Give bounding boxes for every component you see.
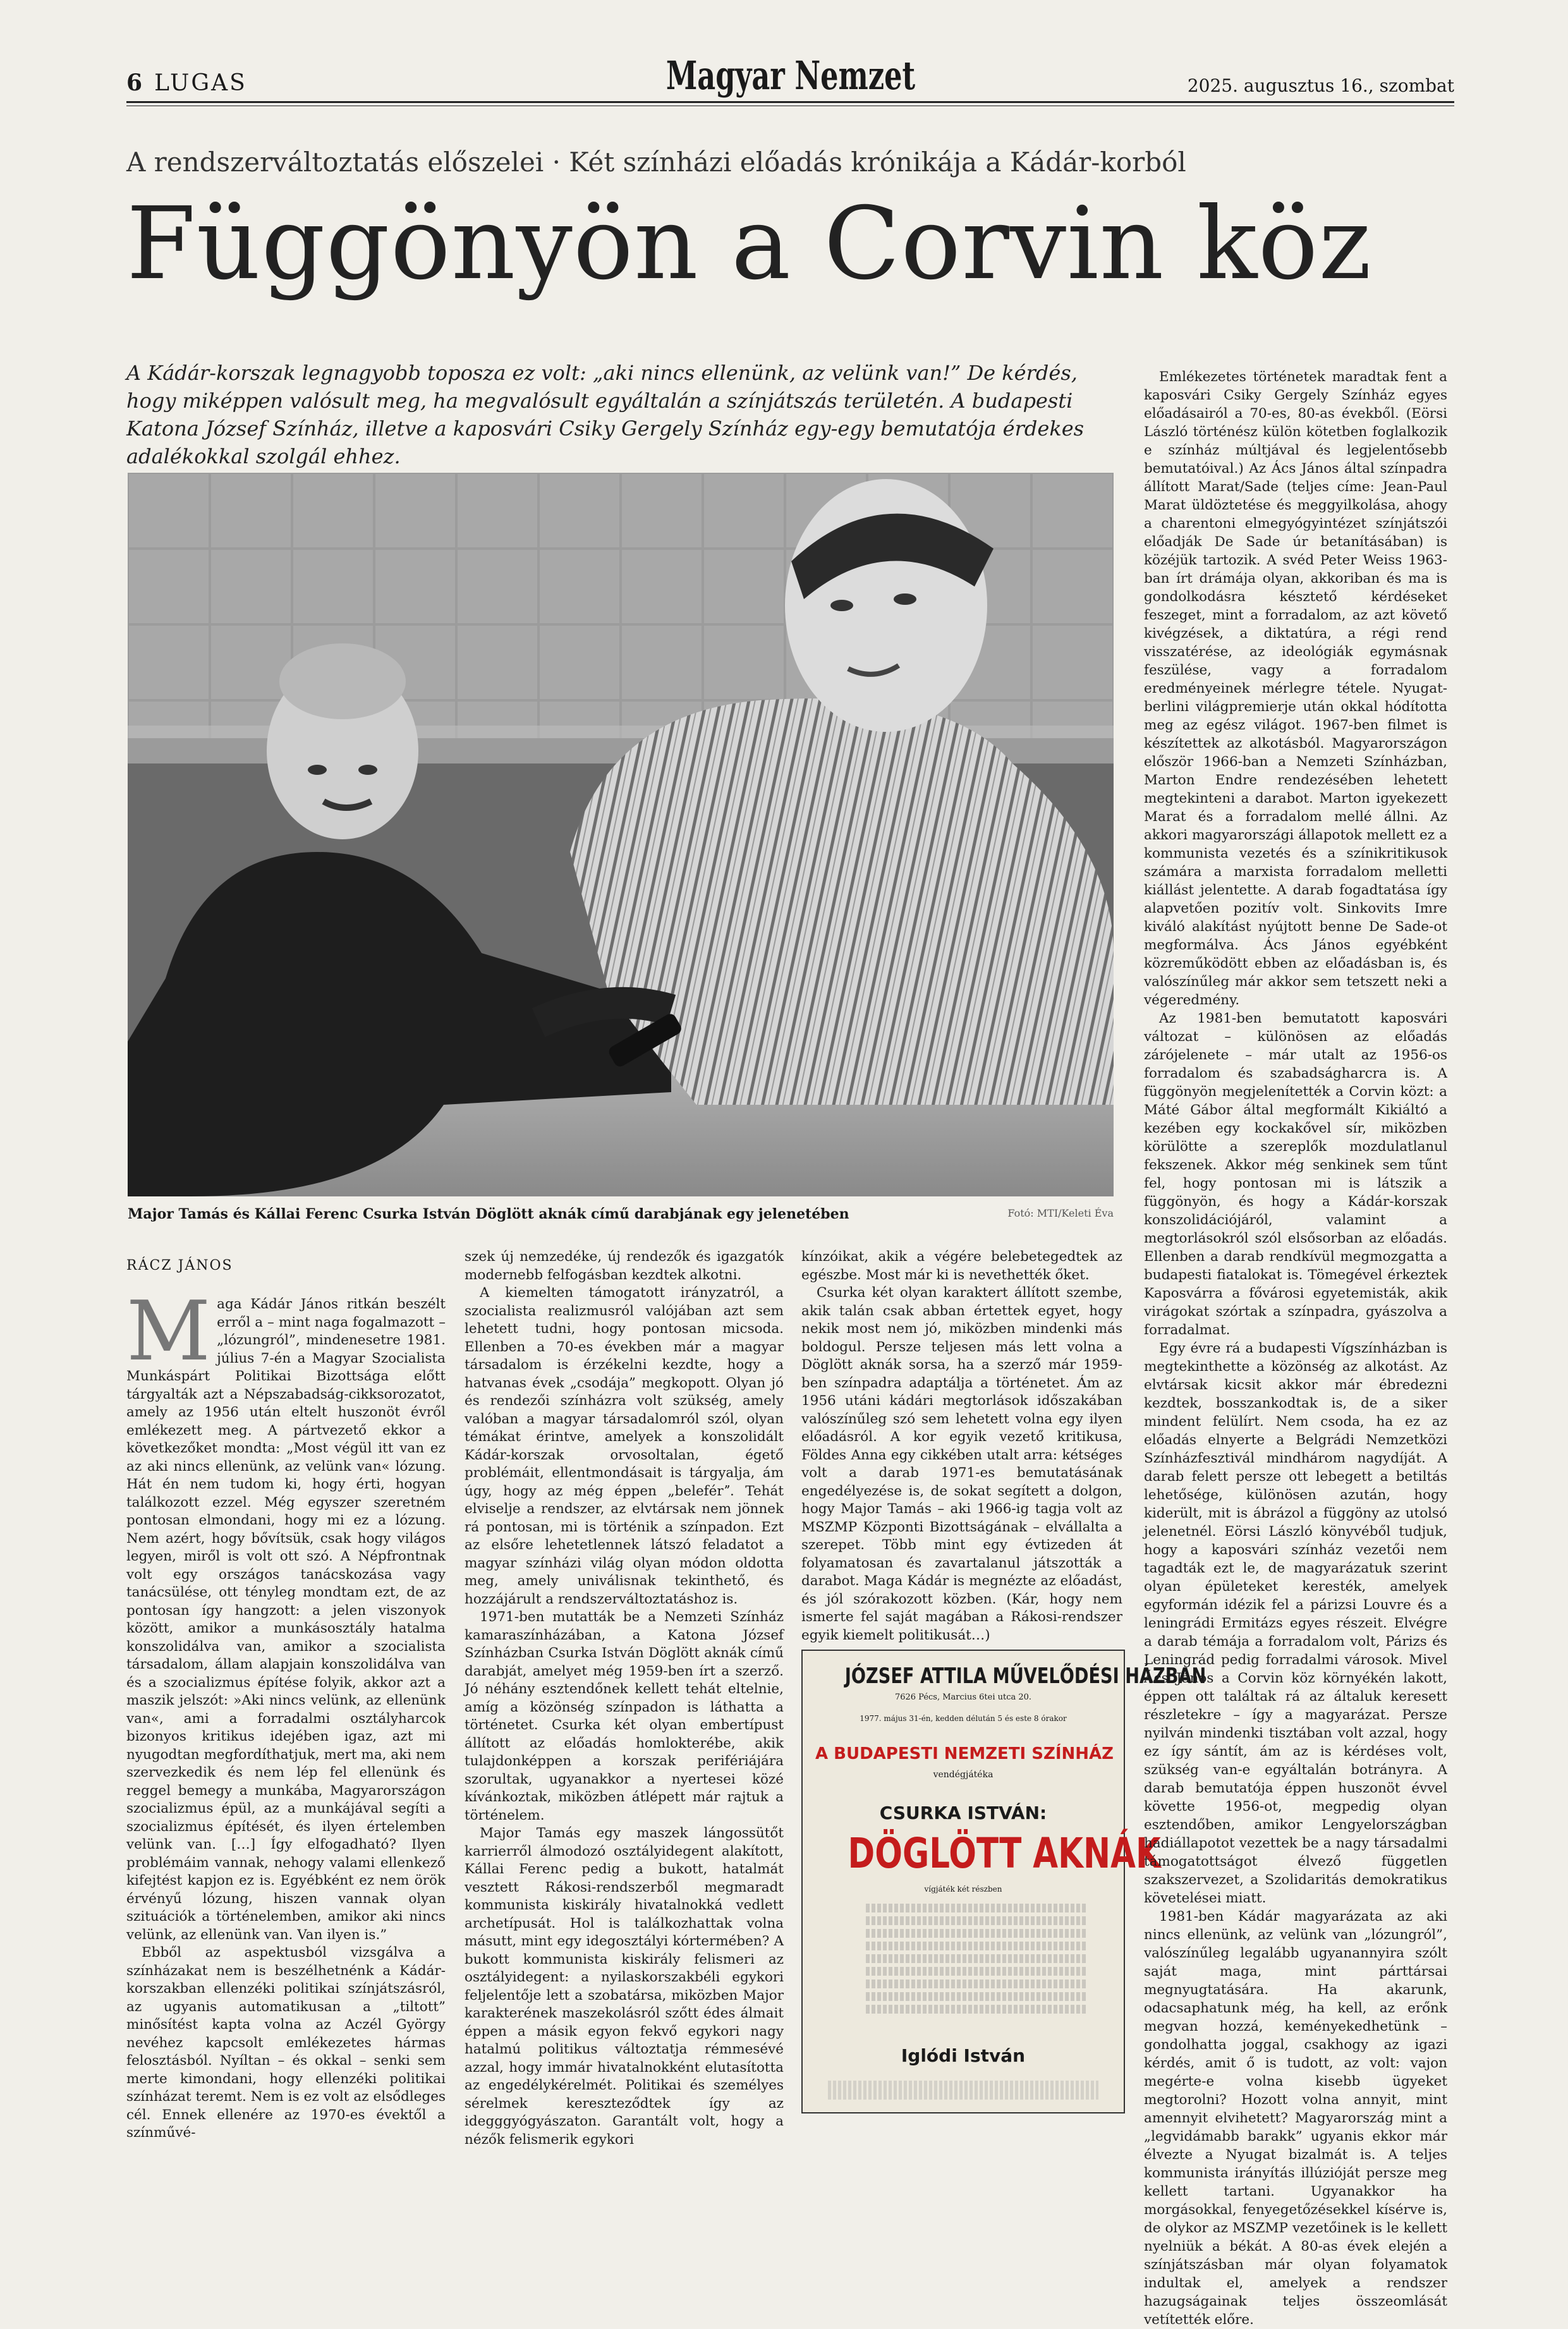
column-3 [801,1248,1122,1643]
right-column [1144,368,1447,2328]
caption-text: Major Tamás és Kállai Ferenc Csurka István Döglött aknák című darabjának egy jelenetében [128,1206,849,1222]
col2-paragraph: 1971-ben mutatták be a Nemzeti Színház kamaraszínházában, a Katona József Színházban Csurka István Döglött aknák című darabját, amelyet még 1959-ben írt a szerző. Jó néhány esztendőnek kellett tehát eltelnie, amíg a közönség színpadon is láthatta a történetet. Csurka két olyan embertípust állított az előadás homlokterébe, akik tulajdonképpen a korszak perifériájára szorultak, ugyanakkor a nyertesei közé kívánkoztak, miközben átlépett már rajtuk a történelem. [465,1609,784,1823]
right-paragraph: Egy évre rá a budapesti Vígszínházban is megtekinthette a közönség az alkotást. Az elvtársak kicsit akkor már ébredezni kezdtek, bosszankodtak is, de a siker mindent felülírt. Nem csoda, ha ez az előadás elnyerte a Belgrádi Nemzetközi Színházfesztivál mindhárom nagydíját. A darab felett persze ott lebegett a betiltás lehetősége, különösen azután, hogy kiderült, mit is ábrázol a függöny az utolsó jelenetnél. Eörsi László könyvéből tudjuk, hogy a kaposvári színház vezetői nem tagadták ezt le, de magyarázatuk szerint olyan épületeket keresték, amelyek egyformán idézik fel a párizsi Louvre és a leningrádi Ermitázs egyes részeit. Elvégre a darab témája a forradalom volt, Párizs és Leningrád pedig forradalmi városok. Mivel Ács János a Corvin köz környékén lakott, éppen ott találtak rá az általuk keresett részletekre – így a magyarázat. Persze nyilván mindenki tisztában volt azzal, hogy ez így sántít, ám az is kérdéses volt, szükség van-e egyáltalán botrányra. A darab bemutatója éppen huszonöt évvel követte 1956-ot, megpedig olyan esztendőben, amikor Lengyelországban hadiállapotot vezettek be a nagy társadalmi támogatottságot élvező független szakszervezet, a Szolidaritás demokratikus követelései miatt. [1144,1341,1447,1906]
photo-illustration [128,473,1114,1196]
right-paragraph: Az 1981-ben bemutatott kaposvári változat – különösen az előadás zárójelenete – már utalt az 1956-os forradalom és szabadságharcra is. A függönyön megjelenítették a Corvin közt: a Máté Gábor által megformált Kikiáltó a kezében egy kockakővel sír, miközben körülötte a szereplők mozdulatlanul fekszenek. Akkor még senkinek sem tűnt fel, hogy pontosan mi is látszik a függönyön, és hogy a Kádár-korszak konszolidációjáról, valamint a megtorlásokról szól elsősorban az előadás. Ellenben a darab rendkívül megmozgatta a budapesti fiatalokat is. Tömegével érkeztek Kaposvárra a fővárosi egyetemisták, akik virágokat szórtak a színpadra, gyászolva a forradalmat. [1144,1011,1447,1338]
poster-date: 1977. május 31-én, kedden délután 5 és este 8 órakor [860,1714,1067,1723]
page-header [126,52,1454,102]
col2-paragraph: Major Tamás egy maszek lángossütőt karrierről álmodozó osztályidegent alakított, Kállai Ferenc pedig a bukott, hatalmát vesztett Rákosi-rendszerből megmaradt kommunista kiskirály hivatalnokká vedlett archetípusát. Hol is találkozhattak volna másutt, mint egy idegosztályi kórtermében? A bukott kommunista kiskirály felismeri az osztályidegent: a nyilaskorszakbéli egykori feljelentője lett a szobatársa, miközben Major karakterének maszekolásról szőtt édes álmait éppen a másik egyon fekvő egykori nagy hatalmú politikus változtatja rémmesévé azzal, hogy immár hivatalnokként elutasította az engedélykérelmét. Politikai és személyes sérelmek kereszteződtek így az idegggyógyászaton. Garantált volt, hogy a nézők felismerik egykori [465,1825,784,2148]
col3-paragraph: kínzóikat, akik a végére belebetegedtek az egészbe. Most már ki is nevethették őket. [801,1249,1122,1283]
article-photo [128,473,1114,1196]
photo-credit: Fotó: MTI/Keleti Éva [1007,1207,1114,1219]
dropcap: M [126,1283,211,1379]
header-rule [126,101,1454,103]
poster-subtitle: vígjáték két részben [924,1885,1002,1894]
right-paragraph: 1981-ben Kádár magyarázata az aki nincs ellenünk, az velünk van „lózungról”, valószínűleg legalább ugyanannyira szólt saját maga, mint párttársai megnyugtatására. Ha akarunk, odacsaphatunk még, ha kell, az erőnk megvan hozzá, keményekedhetünk – gondolhatta joggal, csakhogy az igazi kérdés, amit ő is tudott, az volt: vajon megérte-e volna kisebb ügyeket megtorolni? Hozott volna annyit, mint amennyit elvihetett? Magyarország mint a „legvidámabb barakk” ugyanis ekkor már élvezte a Nyugat bizalmát is. A teljes kommunista irányítás illúzióját persze meg kellett tartani. Ugyanakkor ha morgásokkal, fenyegetőzésekkel kísérve is, de olykor az MSZMP vezetőinek is le kellett nyelniük a békát. A 80-as évek elején a színjátszásban már olyan folyamatok indultak el, amelyek a rendszer hazugságainak teljes összeomlását vetítették előre. [1144,1909,1447,2328]
issue-date: 2025. augusztus 16., szombat [1187,75,1454,96]
column-2 [465,1248,784,2148]
poster-play-title: DÖGLÖTT AKNÁK [848,1829,1161,1878]
article-lead: A Kádár-korszak legnagyobb toposza ez volt: „aki nincs ellenünk, az velünk van!” De kérdés, hogy miképpen valósult meg, ha megvalósult egyáltalán a színjátszás területén. A budapesti Katona József Színház, illetve a kaposvári Csiky Gergely Színház egy-egy bemutatója érdekes adalékokkal szolgál ehhez. [126,361,1085,468]
poster-company: A BUDAPESTI NEMZETI SZÍNHÁZ [815,1744,1114,1763]
right-paragraph: Emlékezetes történetek maradtak fent a kaposvári Csiky Gergely Színház egyes előadásairól a 70-es, 80-as évekből. (Eörsi László történész külön kötetben foglalkozik e színház múltjával és legjelentősebb bemutatóival.) Az Ács János által színpadra állított Marat/Sade (teljes címe: Jean-Paul Marat üldöztetése és meggyilkolása, ahogy a charentoni elmegyógyintézet színjátszói előadják De Sade úr betanításában) is közéjük tartozik. A svéd Peter Weiss 1963-ban írt drámája olyan, akkoriban és ma is gondolkodásra késztető kérdéseket feszeget, mint a forradalom, az azt követő kivégzések, a diktatúra, a régi rend visszatérése, az ideológiák egymásnak feszülése, vagy a forradalom eredményeinek mérlegre tétele. Nyugat-berlini világpremierje után okkal hódította meg az egész világot. 1967-ben filmet is készítettek az alkotásból. Magyarországon először 1966-ban a Nemzeti Színházban, Marton Endre rendezésében lehetett megtekinteni a darabot. Marton igyekezett Marat és a forradalom mellé állni. Az akkori magyarországi állapotok mellett ez a kommunista vezetés és a színikritikusok számára a marxista forradalom melletti kiállást jelentette. A darab fogadtatása így alapvetően pozitív volt. Sinkovits Imre kiváló alakítást nyújtott benne De Sade-ot megformálva. Ács János egyébként közreműködött ebben az előadásban is, és valószínűleg már akkor sem tetszett neki a végeredmény. [1144,369,1447,1008]
poster-venue: JÓZSEF ATTILA MŰVELŐDÉSI HÁZBAN [844,1663,1206,1689]
byline: RÁCZ JÁNOS [126,1258,233,1274]
column-1 [126,1283,446,2143]
poster-author: CSURKA ISTVÁN: [879,1803,1047,1823]
section-name: LUGAS [154,70,247,96]
page-number: 6 [126,70,145,96]
poster-cast-list [866,1904,1086,2030]
poster-address: 7626 Pécs, Marcius 6tei utca 20. [894,1693,1032,1702]
col1-paragraph: aga Kádár János ritkán beszélt erről a – mint naga fogalmazott – „lózungról”, mindenesetre 1981. július 7-én a Magyar Szocialista Munkáspárt Politikai Bizottsága előtt tárgyalták azt a Népszabadság-cikksorozatot, amely az 1956 után eltelt huszonöt évről emlékezett meg. A pártvezető ekkor a következőket mondta: „Most végül itt van ez az aki nincs ellenünk, az velünk van« lózung. Hát én nem tudom ki, hogy érti, hogyan találkozott ezzel. Még egyszer szeretném pontosan elmondani, hogy mi ez a lózung. Nem azért, hogy bővítsük, csak hogy világos legyen, miről is volt ott szó. A Népfrontnak volt egy országos tanácskozása vagy tanácsülése, ott tényleg mondtam ezt, de az pontosan így hangzott: a jelen viszonyok között, amikor a munkásosztály hatalma konszolidálva van, amikor a szocialista társadalom, állam alapjain konszolidálva van és a szocializmus építése folyik, akkor azt a maszik jelszót: »Aki nincs velünk, az ellenünk van«, ami a forradalmi osztályharcok bizonyos kritikus idejében igaz, azt mi nyugodtan megfordíthatjuk, mert ma, aki nem szervezkedik és nem lép fel ellenünk és reggel bemegy a munkába, Magyarországon szocializmus épül, az a munkájával segíti a szocializmus építését, és ilyen értelemben velünk van. […] Így elfogadható? Ilyen problémáim vannak, nehogy valami ellenkező kifejtést kapjon ez is. Egyébként ez nem örök érvényű lózung, hiszen vannak olyan szituációk a történelemben, amikor aki nincs velünk, az ellenünk van. Van ilyen is.” [126,1296,446,1943]
col1-paragraph: Ebből az aspektusból vizsgálva a színházakat nem is beszélhetnénk a Kádár-korszakban ellenzéki politikai színjátszásról, az ugyanis automatikusan a „tiltott” minősítést kapta volna az Aczél György nevéhez kapcsolt emlékezetes hármas felosztásból. Nyíltan – és okkal – senki sem merte kimondani, hogy ellenzéki politikai színházat teremt. Nem is ez volt az elsődleges cél. Ennek ellenére az 1970-es évektől a színművé- [126,1945,446,2141]
col3-paragraph: Csurka két olyan karaktert állított szembe, akik talán csak abban értettek egyet, hogy nekik most nem jó, miközben mindenki más boldogul. Persze teljesen más lett volna a Döglött aknák sorsa, ha a szerző már 1959-ben színpadra adaptálja a történetet. Ám az 1956 utáni kádári megtorlások időszakában valószínűleg szó sem lehetett volna egy ilyen előadásról. A kor egyik vezető kritikusa, Földes Anna egy cikkében utalt arra: kétséges volt a darab 1971-es bemutatásának engedélyezése is, de sokat segített a dolgon, hogy Major Tamás – aki 1966-ig tagja volt az MSZMP Központi Bizottságának – elvállalta a szerepet. Több mint egy évtizeden át folyamatosan és zavartalanul játszották a darabot. Maga Kádár is megnézte az előadást, és jól szórakozott közben. (Kár, hogy nem ismerte fel saját magában a Rákosi-rendszer egyik kiemelt politikusát…) [801,1285,1122,1643]
poster-guest: vendégjátéka [933,1770,994,1780]
poster-director: Iglódi István [901,2045,1026,2066]
poster-fineprint [828,2081,1098,2100]
col2-paragraph: szek új nemzedéke, új rendezők és igazgatók modernebb felfogásban kezdtek alkotni. [465,1249,784,1283]
article-kicker: A rendszerváltoztatás előszelei · Két színházi előadás krónikája a Kádár-korból [126,147,1186,178]
photo-caption [128,1206,1114,1222]
theatre-poster [801,1650,1206,2113]
masthead: Magyar Nemzet [665,52,915,99]
article-title: Függönyön a Corvin köz [126,186,1372,302]
section-label [126,70,247,96]
col2-paragraph: A kiemelten támogatott irányzatról, a szocialista realizmusról valójában azt sem lehetett tudni, hogy pontosan micsoda. Ellenben a 70-es években már a magyar társadalom is érzékelni kezdte, hogy a hatvanas évek „csodája” megkopott. Olyan jó és rendezői színházra volt szükség, amely valóban a magyar társadalomról szól, olyan témákat érintve, amelyek a konszolidált Kádár-korszak orvosoltalan, égető problémáit, ellentmondásait is tárgyalja, ám úgy, hogy az még éppen „beleférˮ. Tehát elviselje a rendszer, az elvtársak nem jönnek rá pontosan, mi is történik a színpadon. Ezt az elsőre lehetetlennek látszó feladatot a magyar színházi világ olyan módon oldotta meg, amely univálisnak tekinthető, és hozzájárult a rendszerváltoztatáshoz is. [465,1285,784,1607]
